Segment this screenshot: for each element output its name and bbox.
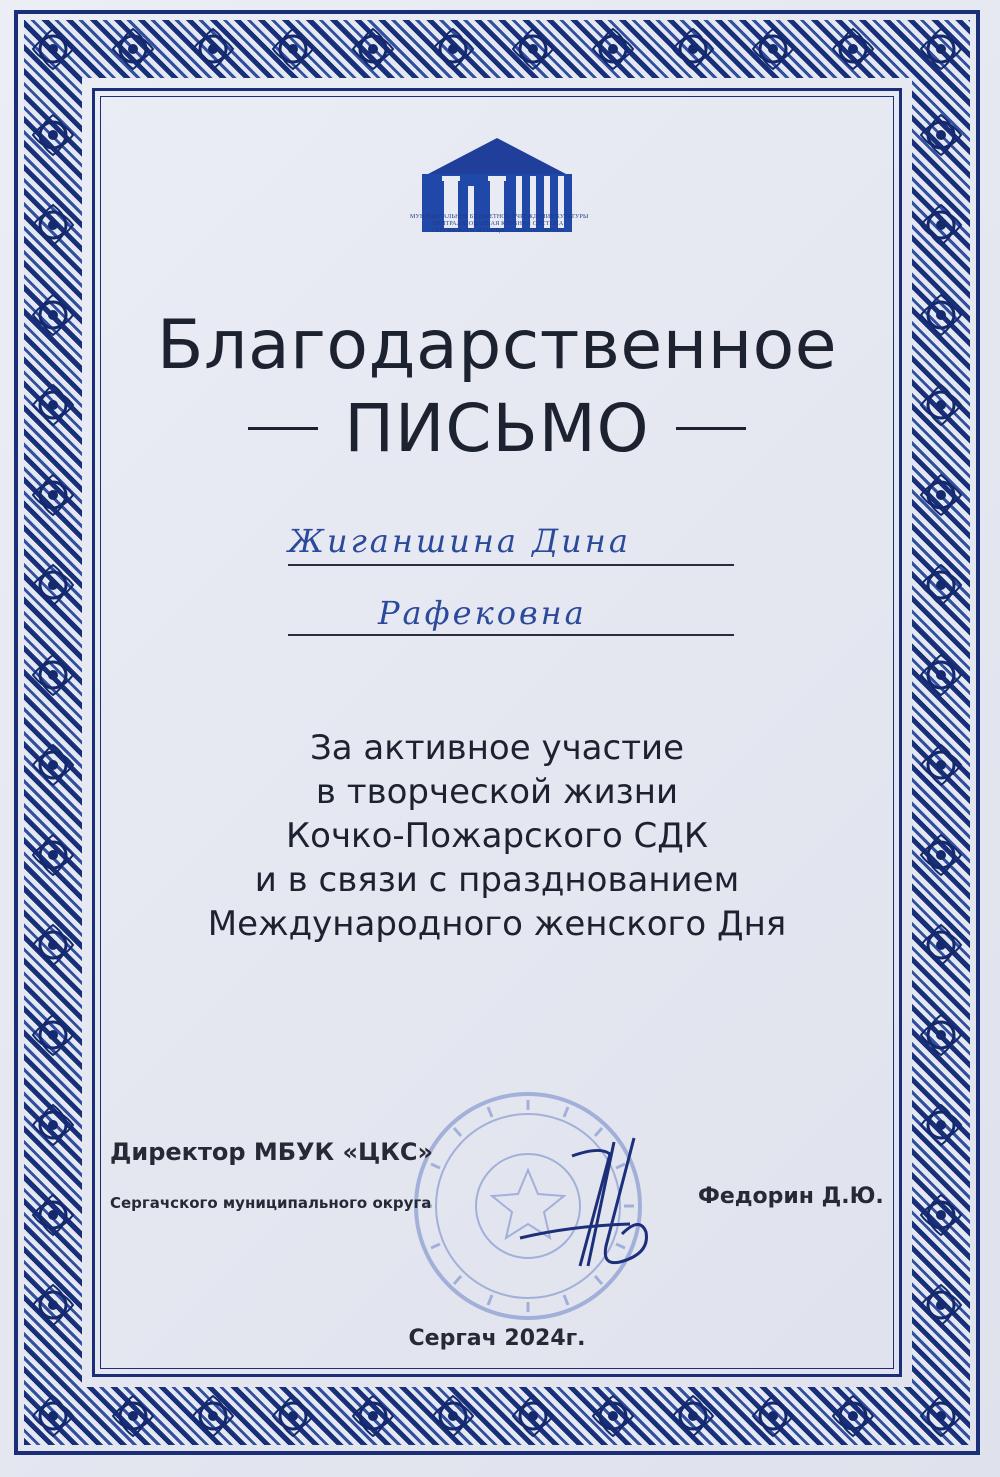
recipient-patronymic: Рафековна	[378, 594, 587, 632]
org-line-2: ЦЕНТРАЛИЗОВАННАЯ КЛУБНАЯ СИСТЕМА	[432, 221, 564, 227]
org-line-3: СЕРГАЧСКОГО МУНИЦИПАЛЬНОГО ОКРУГА	[431, 228, 565, 234]
subtitle-dash-right	[676, 427, 746, 430]
subtitle-dash-left	[248, 427, 318, 430]
certificate-body	[100, 726, 894, 946]
certificate-title: Благодарственное	[156, 306, 838, 385]
recipient-line-1	[288, 564, 734, 566]
district-name: Сергачского муниципального округа	[110, 1194, 432, 1212]
director-title: Директор МБУК «ЦКС»	[110, 1138, 434, 1166]
certificate-subtitle-row	[100, 389, 894, 467]
city-year: Сергач 2024г.	[408, 1326, 586, 1351]
recipient-name: Жиганшина Дина	[288, 522, 631, 560]
body-line-1: За активное участие	[309, 728, 685, 768]
org-line-1: МУНИЦИПАЛЬНОЕ БЮДЖЕТНОЕ УЧРЕЖДЕНИЕ КУЛЬТУРЫ	[410, 214, 589, 220]
handwritten-signature	[510, 1116, 690, 1296]
body-line-4: и в связи с празднованием	[254, 860, 740, 900]
organization-name	[410, 214, 589, 235]
certificate-content	[100, 96, 894, 1369]
body-line-2: в творческой жизни	[315, 772, 679, 812]
signer-name: Федорин Д.Ю.	[698, 1184, 884, 1209]
certificate-subtitle: ПИСЬМО	[344, 389, 650, 467]
body-line-5: Международного женского Дня	[207, 904, 787, 944]
body-line-3: Кочко-Пожарского СДК	[286, 816, 708, 856]
recipient-line-2	[288, 634, 734, 636]
